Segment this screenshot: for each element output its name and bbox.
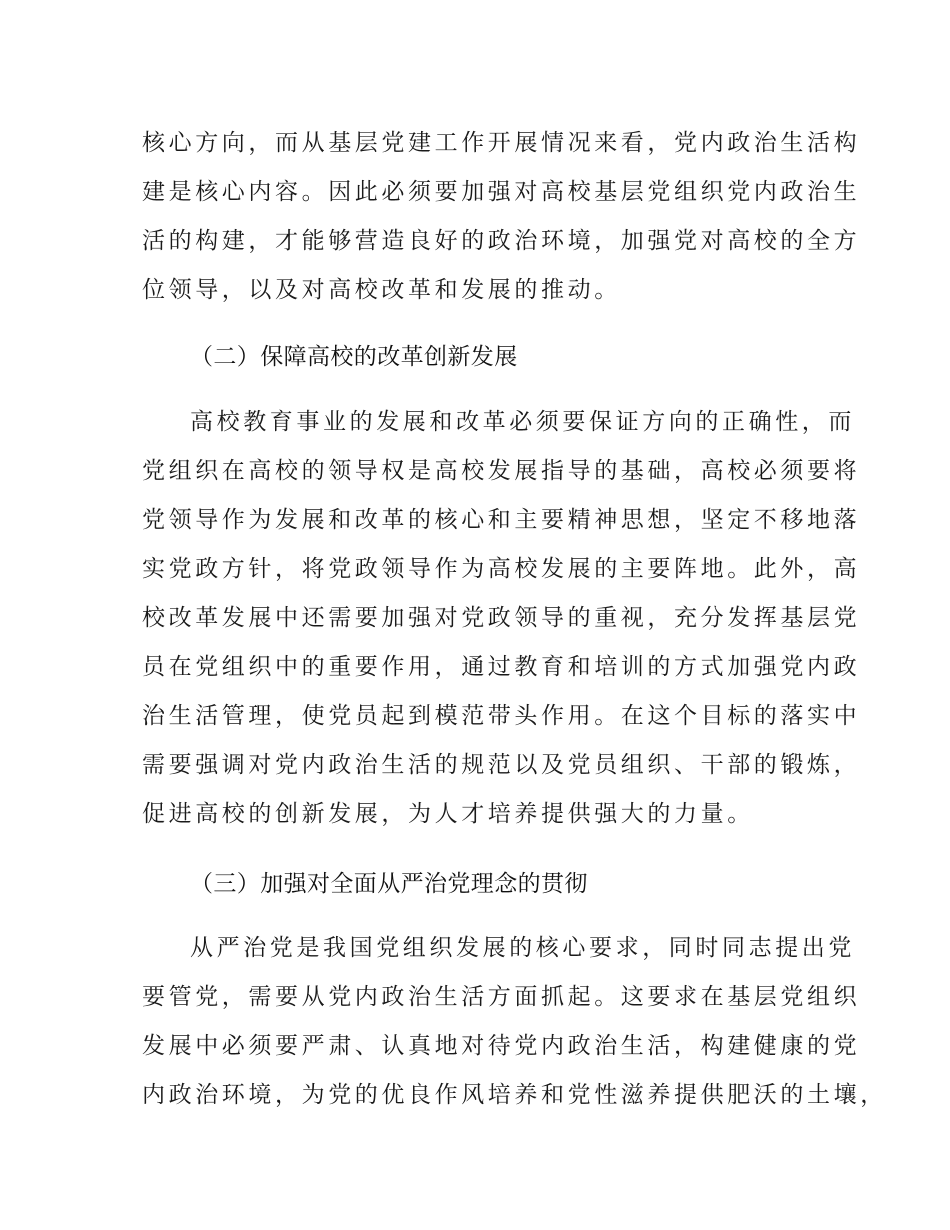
paragraph-line: 需要强调对党内政治生活的规范以及党员组织、干部的锻炼，: [142, 752, 861, 778]
paragraph-line: 党领导作为发展和改革的核心和主要精神思想，坚定不移地落: [142, 507, 861, 533]
paragraph-line: 党组织在高校的领导权是高校发展指导的基础，高校必须要将: [142, 458, 861, 484]
paragraph-line: 从严治党是我国党组织发展的核心要求，同时同志提出党: [190, 935, 855, 961]
paragraph-line: 核心方向，而从基层党建工作开展情况来看，党内政治生活构: [142, 130, 861, 156]
paragraph-line: 实党政方针，将党政领导作为高校发展的主要阵地。此外，高: [142, 556, 861, 582]
paragraph-line: 建是核心内容。因此必须要加强对高校基层党组织党内政治生: [142, 179, 861, 205]
paragraph-line: 活的构建，才能够营造良好的政治环境，加强党对高校的全方: [142, 228, 861, 254]
paragraph-line: 校改革发展中还需要加强对党政领导的重视，充分发挥基层党: [142, 605, 861, 631]
section-heading: （二）保障高校的改革创新发展: [190, 344, 518, 370]
paragraph-line: 员在党组织中的重要作用，通过教育和培训的方式加强党内政: [142, 654, 861, 680]
paragraph-line: 内政治环境，为党的优良作风培养和党性滋养提供肥沃的土壤，: [142, 1082, 887, 1108]
paragraph-line: 发展中必须要严肃、认真地对待党内政治生活，构建健康的党: [142, 1033, 861, 1059]
paragraph-line: 要管党，需要从党内政治生活方面抓起。这要求在基层党组织: [142, 984, 861, 1010]
paragraph-line: 促进高校的创新发展，为人才培养提供强大的力量。: [142, 801, 754, 827]
paragraph-line: 位领导，以及对高校改革和发展的推动。: [142, 277, 621, 303]
section-heading: （三）加强对全面从严治党理念的贯彻: [190, 871, 588, 897]
paragraph-line: 高校教育事业的发展和改革必须要保证方向的正确性，而: [190, 409, 855, 435]
paragraph-line: 治生活管理，使党员起到模范带头作用。在这个目标的落实中: [142, 703, 861, 729]
